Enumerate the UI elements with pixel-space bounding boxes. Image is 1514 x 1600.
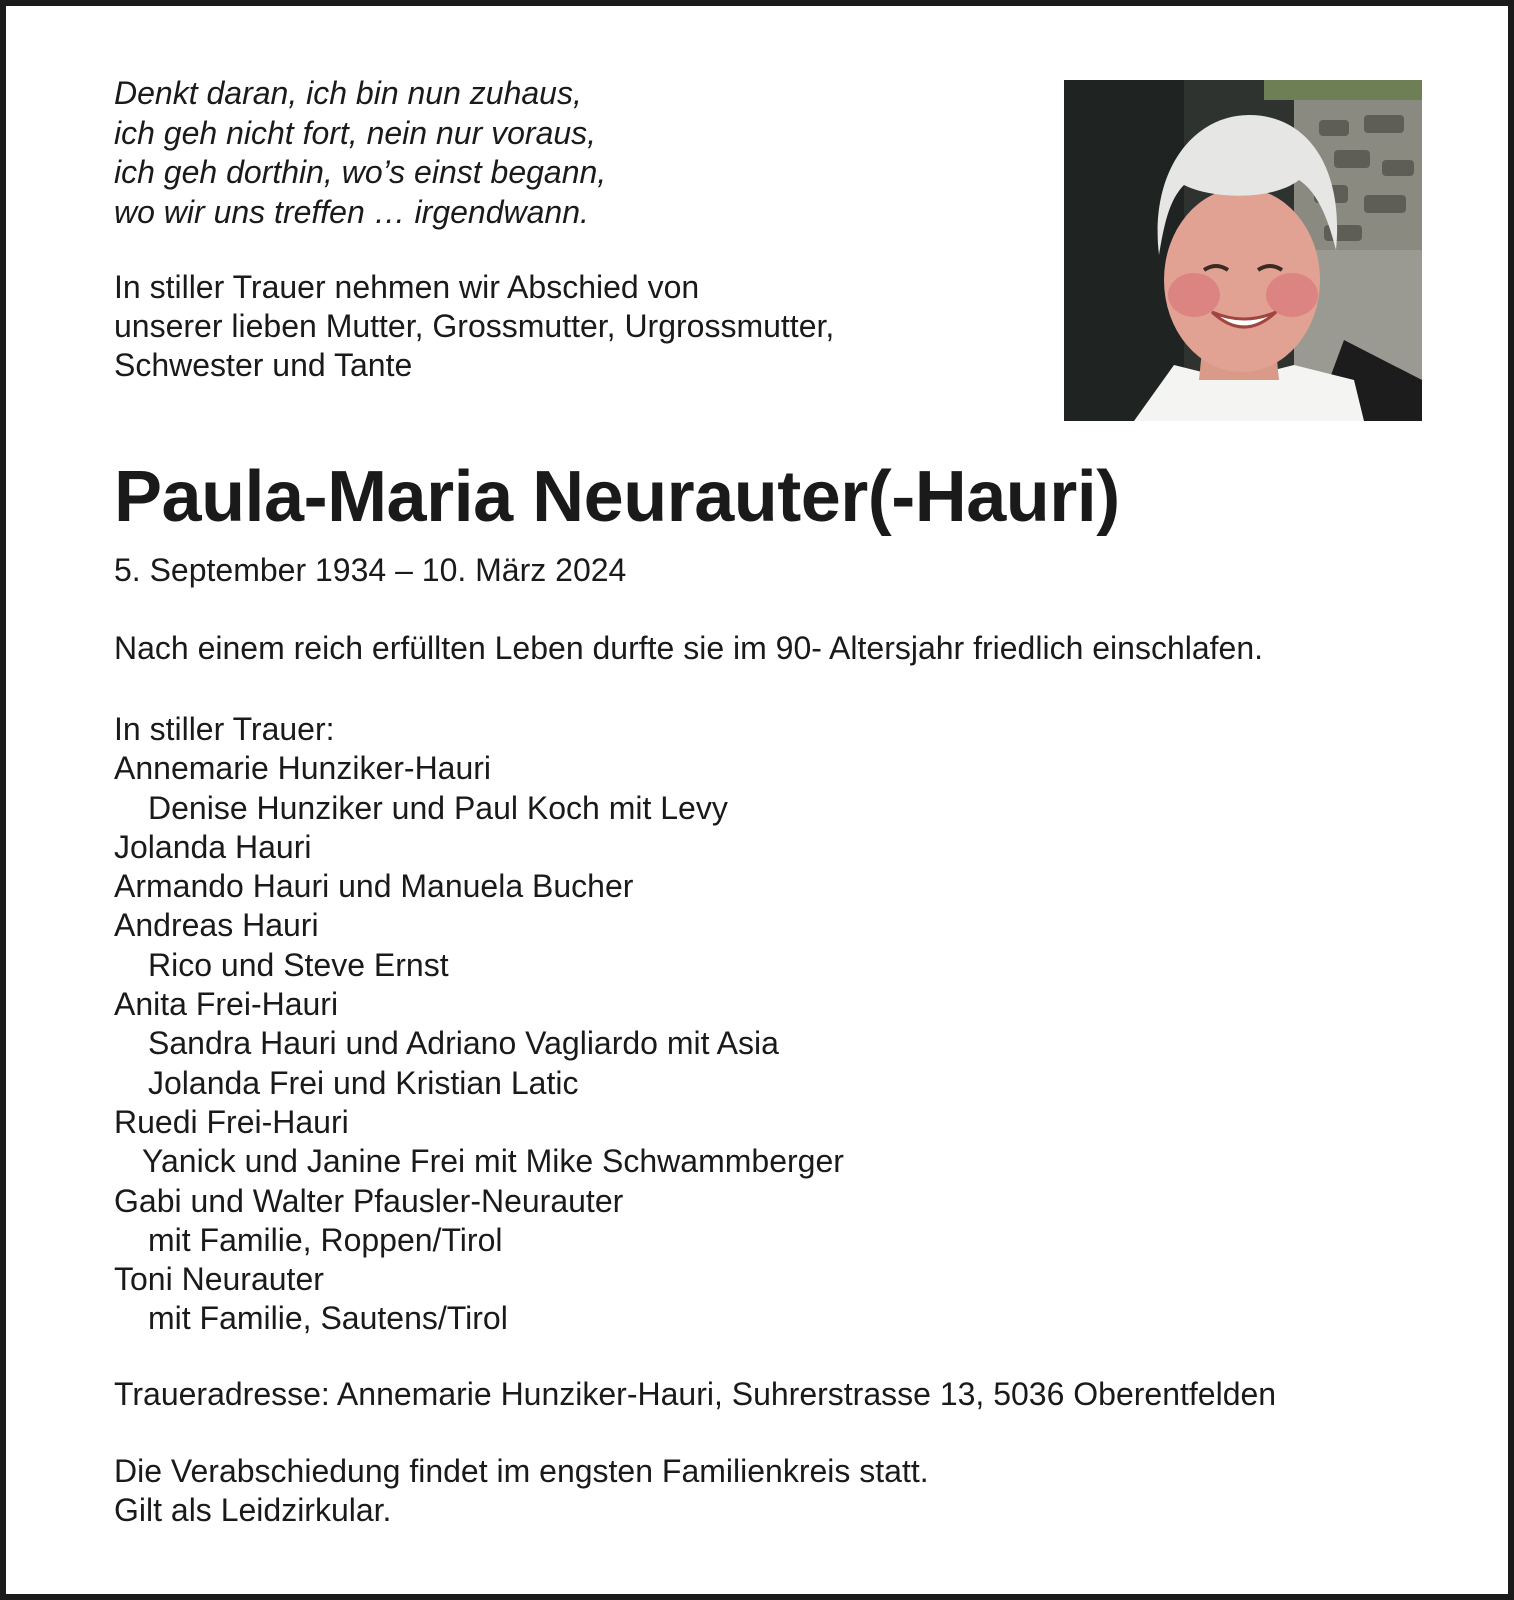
mourner-line: Sandra Hauri und Adriano Vagliardo mit Asia <box>148 1025 779 1062</box>
mourner-line: mit Familie, Sautens/Tirol <box>148 1300 508 1337</box>
mourner-line: Jolanda Frei und Kristian Latic <box>148 1064 579 1101</box>
life-dates: 5. September 1934 – 10. März 2024 <box>114 552 627 588</box>
mourner-line: Anita Frei-Hauri <box>114 986 339 1023</box>
poem-text: Denkt daran, ich bin nun zuhaus, ich geh nicht fort, nein nur voraus, ich geh dorthin, wo’s einst begann, wo wir uns treffen … irgendwann. <box>114 75 607 230</box>
passing-note: Nach einem reich erfüllten Leben durfte sie im 90- Altersjahr friedlich einschlafen. <box>114 630 1264 666</box>
mourner-line: Annemarie Hunziker-Hauri <box>114 750 492 787</box>
intro-text: In stiller Trauer nehmen wir Abschied von unserer lieben Mutter, Grossmutter, Urgrossmutter, Schwester und Tante <box>114 269 835 383</box>
mourner-line: Ruedi Frei-Hauri <box>114 1103 349 1140</box>
mourner-line: mit Familie, Roppen/Tirol <box>148 1221 503 1258</box>
mourner-line: Andreas Hauri <box>114 907 319 944</box>
mourner-line: Rico und Steve Ernst <box>148 946 449 983</box>
mourner-line: Gabi und Walter Pfausler-Neurauter <box>114 1182 624 1219</box>
deceased-name: Paula-Maria Neurauter(-Hauri) <box>114 457 1120 537</box>
mourners-list <box>114 710 844 1339</box>
portrait-photo <box>1064 80 1422 421</box>
closing-text: Die Verabschiedung findet im engsten Familienkreis statt. Gilt als Leidzirkular. <box>114 1453 929 1528</box>
mourner-line: Toni Neurauter <box>114 1261 324 1298</box>
mourner-line: Jolanda Hauri <box>114 828 312 865</box>
mourners-heading: In stiller Trauer: <box>114 711 335 747</box>
mourner-line: Denise Hunziker und Paul Koch mit Levy <box>148 789 728 826</box>
mourning-address: Traueradresse: Annemarie Hunziker-Hauri, Suhrerstrasse 13, 5036 Oberentfelden <box>114 1376 1277 1412</box>
mourner-line: Yanick und Janine Frei mit Mike Schwammberger <box>142 1143 844 1180</box>
mourner-line: Armando Hauri und Manuela Bucher <box>114 868 634 905</box>
